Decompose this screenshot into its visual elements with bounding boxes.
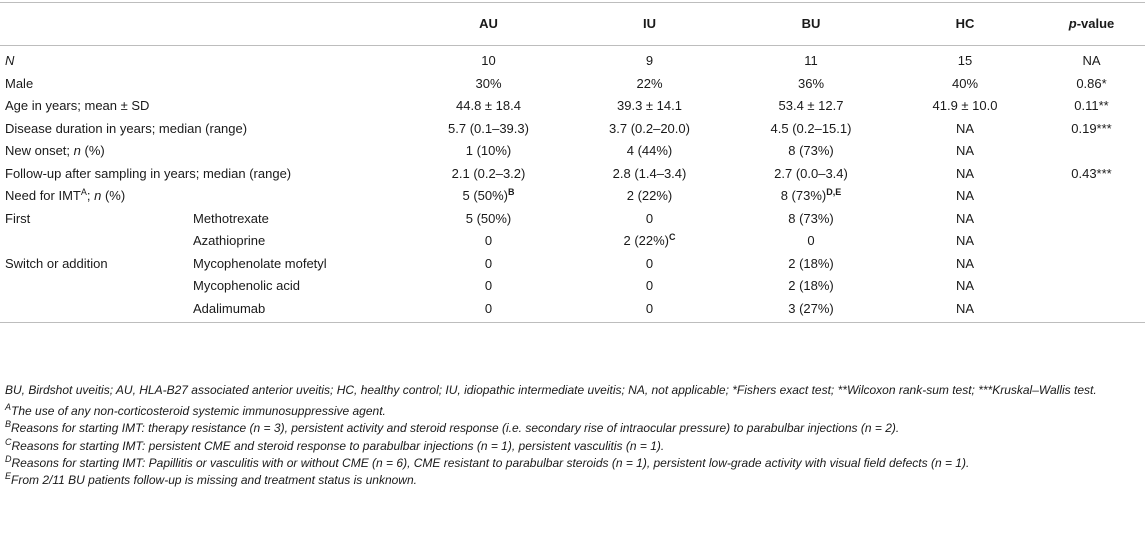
cell-iu: 0 [569,298,730,323]
header-p-value [1038,3,1145,46]
n-label-italic: N [5,53,15,68]
row-label: Switch or addition [5,255,108,271]
row-label: First [5,210,31,226]
row-label: Disease duration in years; median (range) [5,120,248,136]
header-empty-2 [193,3,408,46]
cell-p [1038,140,1145,163]
cell-p [1038,185,1145,208]
cell-iu: 4 (44%) [626,143,673,158]
cell-p: 0.43*** [1071,165,1112,181]
row-label: Age in years; mean ± SD [5,98,150,113]
cell-iu [569,230,730,253]
cell-bu: 4.5 (0.2–15.1) [770,120,852,136]
footnote-mark: E [5,471,12,482]
cell-iu: 2.8 (1.4–3.4) [612,165,687,181]
row-sublabel: Adalimumab [193,298,408,323]
cell-iu: 22% [636,75,663,91]
baseline-characteristics-table [0,2,1145,323]
footnote-text: Reasons for starting IMT: persistent CME and steroid response to parabulbar injections (n = 1), persistent vasculitis (n = 1). [11,438,665,453]
row-sublabel: Methotrexate [193,210,269,226]
cell-bu: 0 [807,233,815,248]
cell-p [1038,253,1145,276]
table-row [0,163,1145,186]
cell-hc: NA [955,278,975,293]
header-p-rest: -value [1076,16,1115,31]
row-label [0,140,408,163]
pct-suffix: (%) [101,188,126,203]
new-onset-prefix: New onset; [5,143,74,158]
row-sublabel: Azathioprine [193,233,266,248]
table-row [0,208,1145,231]
table-row [0,275,1145,298]
cell-hc: NA [955,210,975,226]
cell-iu: 0 [645,278,654,293]
cell-bu: 36% [797,75,825,91]
footnote-text: The use of any non-corticosteroid systemic immunosuppressive agent. [11,404,386,419]
cell-au-value: 5 (50%) [462,188,509,203]
cell-hc: NA [955,165,975,181]
cell-hc: NA [955,255,975,271]
au-footnote-mark: B [508,187,515,197]
footnote-a [5,403,1141,420]
table-row [0,95,1145,118]
footnote-d [5,455,1141,472]
cell-hc: NA [955,120,975,136]
footnote-mark: B [5,419,12,430]
row-label [0,230,193,253]
cell-bu: 8 (73%) [788,210,834,226]
cell-p [1038,208,1145,231]
footnote-c [5,438,1141,455]
cell-hc: 40% [951,75,979,91]
table-footnotes [5,382,1141,489]
cell-iu: 0 [645,255,654,271]
cell-p: 0.19*** [1071,120,1112,136]
n-italic: n [94,188,102,203]
cell-p [1038,275,1145,298]
cell-p: 0.11** [1074,98,1109,113]
imt-footnote-mark: A [80,187,87,197]
row-label: Male [5,75,34,91]
cell-p [1038,230,1145,253]
table-row [0,118,1145,141]
footnote-mark: D [5,453,12,464]
row-label [0,185,408,208]
cell-hc: NA [892,298,1038,323]
row-label [0,298,193,323]
table-row [0,253,1145,276]
header-iu: IU [569,3,730,46]
table-row [0,185,1145,208]
row-label: Follow-up after sampling in years; median (range) [5,165,292,181]
cell-iu: 0 [645,210,654,226]
cell-au: 2.1 (0.2–3.2) [451,165,526,181]
cell-au: 1 (10%) [465,143,512,158]
row-sublabel [193,46,408,73]
cell-bu: 3 (27%) [730,298,892,323]
cell-bu: 2.7 (0.0–3.4) [774,165,848,181]
cell-bu: 2 (18%) [788,278,834,293]
header-p-italic: p [1068,16,1077,31]
abbreviations-note: BU, Birdshot uveitis; AU, HLA-B27 associated anterior uveitis; HC, healthy control; IU, idiopathic intermediate uveitis; NA, not applicable; *Fishers exact test; **Wilcoxon rank-sum test; ***Kruskal–Wallis test. [5,383,1097,397]
table-row [0,230,1145,253]
cell-hc: NA [955,188,975,203]
cell-au: 5 (50%) [465,210,512,226]
header-empty-1 [0,3,193,46]
cell-p [1038,298,1145,323]
cell-au: 10 [481,53,496,68]
cell-bu: 11 [804,53,818,68]
footnote-text: Reasons for starting IMT: therapy resistance (n = 3), persistent activity and steroid response (i.e. secondary rise of intraocular pressure) to parabulbar injections (n = 2). [11,421,900,436]
iu-footnote-mark: C [669,232,676,242]
cell-hc: NA [955,143,975,158]
cell-iu: 2 (22%) [626,188,673,203]
cell-bu [730,185,892,208]
cell-au: 0 [484,255,493,271]
footnote-text: From 2/11 BU patients follow-up is missing and treatment status is unknown. [11,473,417,488]
imt-prefix: Need for IMT [5,188,81,203]
cell-bu: 53.4 ± 12.7 [778,98,844,113]
cell-iu: 9 [645,53,654,68]
cell-iu: 3.7 (0.2–20.0) [609,120,690,136]
table-row [0,73,1145,96]
cell-hc: 15 [957,53,973,68]
cell-au: 0 [484,278,493,293]
cell-au: 0 [484,233,493,248]
table-row [0,298,1145,323]
footnote-mark: C [5,436,12,447]
cell-iu-value: 2 (22%) [623,233,670,248]
row-sublabel [193,73,408,96]
row-sublabel: Mycophenolic acid [193,278,300,293]
header-hc: HC [892,3,1038,46]
row-label [0,275,193,298]
row-label [0,46,193,73]
footnote-text: Reasons for starting IMT: Papillitis or vasculitis with or without CME (n = 6), CME resistant to parabulbar steroids (n = 1), persistent low-grade activity with visual field defects (n = 1). [11,455,970,470]
cell-au: 30% [475,75,502,91]
table-row [0,140,1145,163]
cell-au: 44.8 ± 18.4 [456,98,521,113]
cell-hc: 41.9 ± 10.0 [932,98,998,113]
cell-p: 0.86* [1076,75,1107,91]
row-sublabel: Mycophenolate mofetyl [193,255,327,271]
header-au: AU [408,3,569,46]
footnote-mark: A [5,402,12,413]
cell-bu: 8 (73%) [788,143,834,158]
cell-au: 5.7 (0.1–39.3) [448,120,529,136]
footnote-b [5,420,1141,437]
cell-p: NA [1082,53,1101,68]
header-bu: BU [730,3,892,46]
n-italic: n [73,143,81,158]
table-header-row [0,3,1145,46]
footnote-e [5,472,1141,489]
imt-mid: ; [86,188,95,203]
cell-bu-value: 8 (73%) [780,188,827,203]
bu-footnote-mark: D,E [826,187,842,197]
cell-au [408,185,569,208]
table-row [0,46,1145,73]
cell-au: 0 [408,298,569,323]
cell-hc: NA [955,233,975,248]
cell-bu: 2 (18%) [788,255,834,271]
cell-iu: 39.3 ± 14.1 [617,98,682,113]
pct-suffix: (%) [80,143,105,158]
